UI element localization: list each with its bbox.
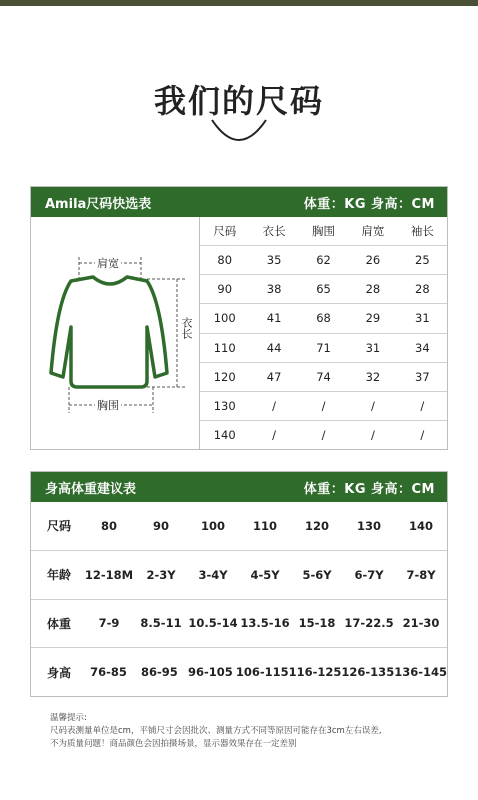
size-chart-panel [30,186,448,450]
size-chart-header [31,187,447,217]
shirt-outline-icon [31,217,199,449]
table-cell: 47 [266,369,282,384]
table-cell: 12-18M [84,567,134,582]
height-weight-table [31,502,447,696]
table-cell: 86-95 [141,665,178,680]
table-cell: 80 [100,518,117,533]
table-cell: / [272,427,277,442]
table-row [31,648,447,696]
table-cell: 7-8Y [406,567,436,582]
table-cell: 76-85 [90,665,127,680]
table-cell: 8.5-11 [140,616,182,631]
table-cell: 136-145 [394,665,447,680]
table-cell: 140 [213,427,236,442]
size-table-header: 衣长 [262,224,286,239]
chest-label: 胸围 [97,399,119,412]
size-table-header: 肩宽 [361,224,385,239]
table-cell: 120 [304,518,329,533]
table-cell: / [420,427,425,442]
size-table-header: 袖长 [410,224,434,239]
size-table-header-row [200,217,447,246]
table-cell: / [321,427,326,442]
table-cell: 26 [365,253,381,268]
table-row [200,363,447,392]
table-cell: 44 [266,340,282,355]
table-cell: 116-125 [288,665,342,680]
notes [50,712,382,751]
table-cell: 90 [152,518,169,533]
table-cell: 100 [200,518,225,533]
size-table [200,217,447,449]
table-cell: 96-105 [187,665,233,680]
table-cell: 10.5-14 [188,616,238,631]
table-row [200,304,447,333]
row-label: 年龄 [46,568,71,583]
table-cell: 31 [415,311,430,326]
garment-diagram [31,217,200,449]
table-cell: 106-115 [235,665,289,680]
table-cell: 35 [266,253,282,268]
table-cell: 15-18 [298,616,336,631]
table-row [200,392,447,421]
length-label: 衣长 [180,317,193,339]
table-cell: 29 [365,311,381,326]
row-label: 体重 [46,616,71,631]
table-cell: 28 [415,282,430,297]
height-weight-header [31,472,447,502]
table-cell: 80 [217,253,233,268]
table-cell: 65 [316,282,331,297]
table-cell: 100 [213,311,236,326]
table-cell: 3-4Y [198,567,228,582]
height-weight-title: 身高体重建议表 [45,481,137,497]
table-cell: / [370,427,375,442]
table-cell: 120 [213,369,236,384]
table-cell: 110 [252,518,277,533]
shoulder-label: 肩宽 [97,257,119,270]
table-cell: 4-5Y [250,567,280,582]
top-bar [0,0,478,6]
table-cell: 37 [415,369,430,384]
table-cell: 68 [316,311,331,326]
size-chart-units: 体重：KG 身高：CM [303,196,435,212]
size-table-header: 尺码 [213,224,237,239]
table-cell: 38 [266,282,282,297]
table-cell: 74 [316,369,331,384]
size-chart-title: Amila尺码快选表 [45,196,152,212]
row-label: 身高 [46,665,71,680]
table-cell: 31 [365,340,381,355]
height-weight-units: 体重：KG 身高：CM [303,481,435,497]
notes-line: 尺码表测量单位是cm，平铺尺寸会因批次、测量方式不同等原因可能存在3cm左右误差, [50,726,382,736]
notes-heading: 温馨提示: [50,713,87,723]
table-cell: 32 [365,369,381,384]
height-weight-panel [30,471,448,697]
notes-line: 不为质量问题！商品颜色会因拍摄场景，显示器效果存在一定差别 [50,739,297,749]
table-row [200,275,447,304]
table-cell: 21-30 [402,616,440,631]
table-cell: 62 [316,253,331,268]
page-title: 我们的尺码 [153,82,324,120]
table-cell: 17-22.5 [344,616,394,631]
table-cell: / [272,398,277,413]
table-cell: 6-7Y [354,567,384,582]
table-cell: / [420,398,425,413]
table-cell: / [321,398,326,413]
table-cell: 41 [266,311,282,326]
table-cell: 25 [415,253,430,268]
table-cell: 130 [213,398,236,413]
table-cell: 140 [408,518,433,533]
table-row [31,551,447,600]
smile-decoration [208,116,270,150]
size-table-header: 胸围 [312,224,336,239]
row-label: 尺码 [46,519,71,534]
table-cell: 34 [415,340,430,355]
table-cell: 5-6Y [302,567,332,582]
table-cell: 130 [356,518,381,533]
table-cell: 71 [316,340,331,355]
table-cell: 13.5-16 [240,616,290,631]
table-cell: 7-9 [98,616,120,631]
table-row [200,421,447,449]
table-cell: 90 [217,282,233,297]
table-row [200,246,447,275]
table-row [31,502,447,551]
table-cell: / [370,398,375,413]
table-cell: 110 [213,340,236,355]
table-row [200,334,447,363]
table-cell: 2-3Y [146,567,176,582]
table-cell: 28 [365,282,381,297]
table-row [31,600,447,649]
table-cell: 126-135 [341,665,395,680]
